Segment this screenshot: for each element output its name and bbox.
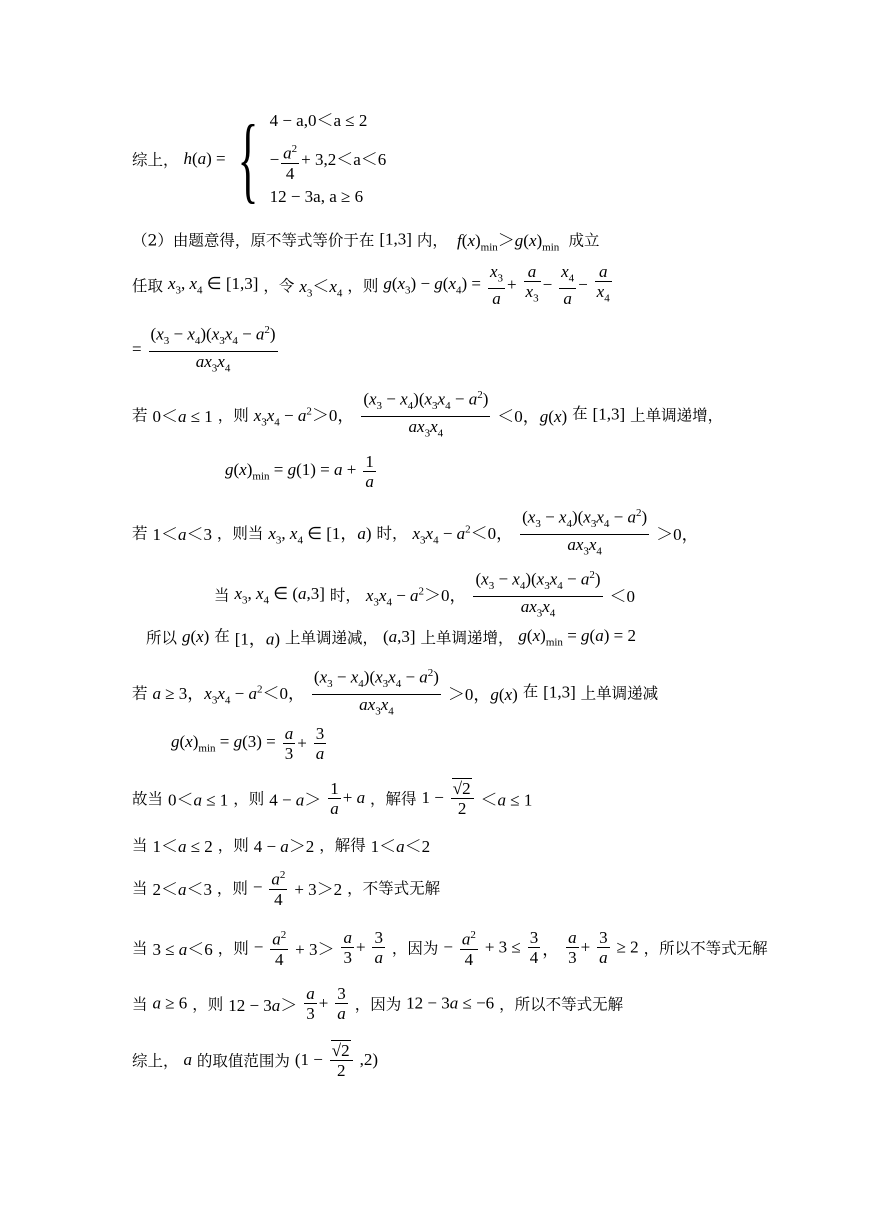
part2-end: 成立 xyxy=(568,231,600,250)
mono-inc-2: 上单调递增， xyxy=(420,629,514,647)
take-line: 任取 $x_3$, $x_4$ ∈ [1,3] ，令 $x_3<x_4$ ，则 $g(x_3) - g(x_4)$ = $\frac{x_3}{a}$ + $\frac{a}{x_3}$ − $\frac{x_4}{a}$ − $\frac{a}{x_4}$ xyxy=(132,262,610,309)
gu-dang: 故当 xyxy=(132,790,164,808)
case2b-line: 当 $x_3$, $x_4$ ∈ (a,3] 时， $x_3x_4 - a^2>0$， $\frac{(x_3 - x_4)(x_3x_4 - a^2)}{ax_3x_4}$ ＜0 xyxy=(214,566,635,623)
suoyi: 所以 xyxy=(146,629,178,647)
case-row-2: − $\frac{a^2}{4}$ + 3,2＜a＜6 xyxy=(270,140,387,178)
jiede-2: ，解得 xyxy=(319,836,366,855)
let-text: ，令 xyxy=(263,277,295,296)
interval: [1,3] xyxy=(379,229,412,249)
gu-then: ，则 xyxy=(233,790,265,808)
then-text: ，则 xyxy=(347,277,379,296)
dang-1: 当 xyxy=(214,586,230,605)
jiede-1: ，解得 xyxy=(370,790,417,808)
gmin-line-1: $g(x)_{min} = g(1) = a$ + $\frac{1}{a}$ xyxy=(225,452,374,491)
h-func: h xyxy=(183,149,192,168)
dang-4: 当 xyxy=(132,939,148,958)
dang-line-4: 当 a ≥ 6 ，则 12 − 3a＞ $\frac{a}{3}$ + $\frac{3}{a}$ ，因为 12 − 3a ≤ −6 ，所以不等式无解 xyxy=(132,984,624,1023)
yinwei-1: ，因为 xyxy=(391,939,439,958)
no-solution-1: ，不等式无解 xyxy=(347,879,441,898)
mono-inc: 上单调递增， xyxy=(630,406,724,425)
case1-line: 若 0＜a ≤ 1 ，则 $x_3x_4 - a^2>0$， $\frac{(x_3 - x_4)(x_3x_4 - a^2)}{ax_3x_4}$ ＜0，g(x) 在 [1,3] 上单调递增， xyxy=(132,386,723,443)
mono-dec: 上单调递减 xyxy=(580,684,659,703)
case3-line: 若 a ≥ 3，$x_3x_4 - a^2<0$， $\frac{(x_3 - x_4)(x_3x_4 - a^2)}{ax_3x_4}$ ＞0，g(x) 在 [1,3] 上单调递减 xyxy=(132,664,658,721)
part2-inner: 内， xyxy=(416,231,448,250)
take-text: 任取 xyxy=(132,277,164,296)
shi-2: 时， xyxy=(329,586,361,605)
case1-then: ，则 xyxy=(217,406,249,425)
summary-label: 综上， xyxy=(132,151,179,169)
case1-prefix: 若 xyxy=(132,406,148,425)
case2-when: ，则当 xyxy=(216,524,264,543)
dang-then-3: ，则 xyxy=(217,939,249,958)
case2-prefix: 若 xyxy=(132,524,148,543)
case-row-1: 4 − a,0＜a ≤ 2 xyxy=(269,111,368,130)
dang-then-2: ，则 xyxy=(216,879,248,898)
mono-dec2: 上单调递减， xyxy=(284,629,378,647)
difference-line: = $\frac{(x_3 - x_4)(x_3x_4 - a^2)}{ax_3x_4}$ xyxy=(132,321,280,378)
piecewise-line: 综上， h(a) = { 4 − a,0＜a ≤ 2 − $\frac{a^2}{4}$ + 3,2＜a＜6 12 − 3a, a ≥ 6 xyxy=(132,102,386,216)
shi-1: 时， xyxy=(376,524,408,543)
yinwei-2: ，因为 xyxy=(354,995,402,1014)
piecewise-cases xyxy=(270,102,387,216)
suoyi-line: 所以 g(x) 在 [1，a) 上单调递减， (a,3] 上单调递增， $g(x)_{min} = g(a) = 2$ xyxy=(146,625,636,649)
dang-line-1: 当 1＜a ≤ 2 ，则 4 − a＞2 ，解得 1＜a＜2 xyxy=(132,836,431,856)
gu-line: 故当 0＜a ≤ 1 ，则 4 − a＞ $\frac{1}{a}$ + a ，解得 1 − $\frac{√2}{2}$ ＜a ≤ 1 xyxy=(132,778,533,818)
dang-3: 当 xyxy=(132,879,148,898)
gmin-line-3: $g(x)_{min} = g(3)$ = $\frac{a}{3}$ + $\frac{3}{a}$ xyxy=(171,724,325,763)
dang-then-4: ，则 xyxy=(192,995,224,1014)
range-text: 的取值范围为 xyxy=(196,1052,290,1070)
dang-line-2: 当 2＜a＜3 ，则 − $\frac{a^2}{4}$ + 3＞2 ，不等式无解 xyxy=(132,866,440,909)
left-brace: { xyxy=(237,105,258,212)
dang-2: 当 xyxy=(132,836,148,855)
part2-intro: （2）由题意得，原不等式等价于在 xyxy=(132,231,375,250)
no-solution-3: ，所以不等式无解 xyxy=(499,995,624,1014)
case3-prefix: 若 xyxy=(132,684,148,703)
dang-5: 当 xyxy=(132,995,148,1014)
part2-line: （2）由题意得，原不等式等价于在 [1,3] 内， $f(x)_{min}>g(x)_{min}$ 成立 xyxy=(132,229,600,254)
case2-line: 若 1＜a＜3 ，则当 $x_3$, $x_4$ ∈ [1，a) 时， $x_3x_4 - a^2<0$， $\frac{(x_3 - x_4)(x_3x_4 - a^2)}{ax_3x_4}$ ＞0， xyxy=(132,504,699,561)
dang-then-1: ，则 xyxy=(217,836,249,855)
conclusion-label: 综上， xyxy=(132,1052,179,1070)
dang-line-3: 当 3 ≤ a＜6 ，则 − $\frac{a^2}{4}$ + 3＞ $\frac{a}{3}$ + $\frac{3}{a}$ ，因为 − $\frac{a^2}{4}$ + 3 ≤ $\frac{3}{4}$ ， $\frac{a}{3}$ + $\frac{3}{a}$ ≥ 2 ，所以不等式无解 xyxy=(132,927,768,969)
case-row-3: 12 − 3a, a ≥ 6 xyxy=(269,187,364,206)
conclusion-line: 综上， a 的取值范围为 (1 − $\frac{√2}{2}$ ,2) xyxy=(132,1041,378,1080)
no-solution-2: ，所以不等式无解 xyxy=(643,939,768,958)
